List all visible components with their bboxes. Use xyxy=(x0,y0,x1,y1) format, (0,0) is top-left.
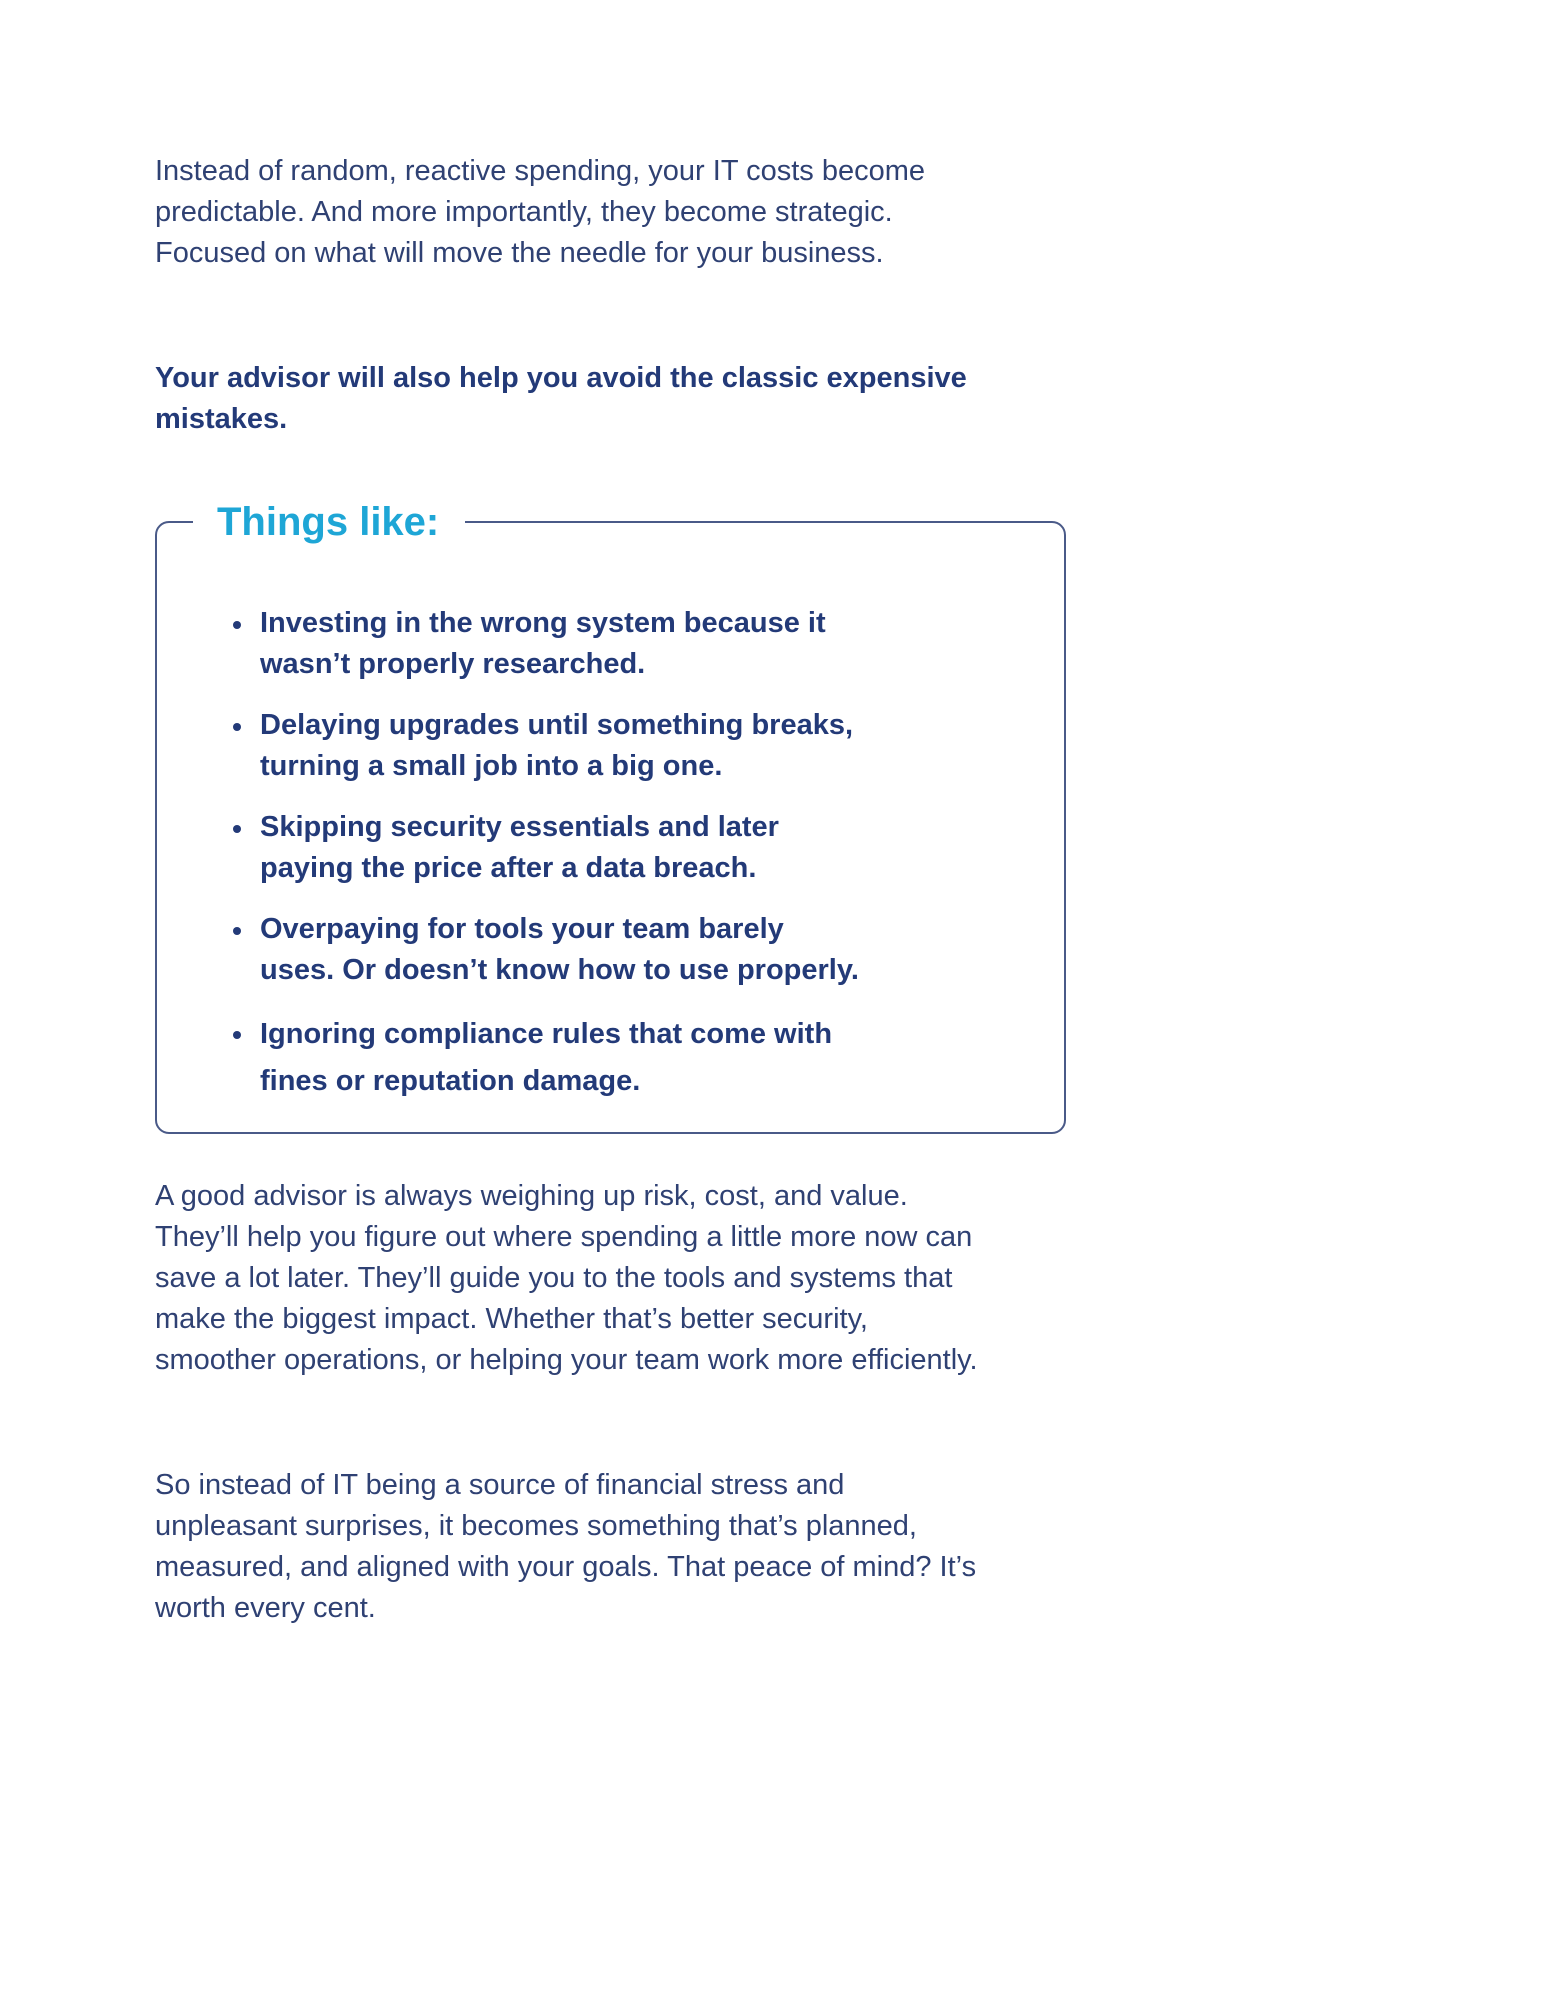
callout-title: Things like: xyxy=(193,497,465,547)
list-item-text: Overpaying for tools your team barely uses. Or doesn’t know how to use properly. xyxy=(260,913,859,986)
body-paragraph-2: So instead of IT being a source of financial stress and unpleasant surprises, it becomes something that’s planned, measured, and aligned with your goals. That peace of mind? It’s worth every cent. xyxy=(155,1469,977,1624)
bullet-icon xyxy=(233,1031,241,1039)
list-item-text: Skipping security essentials and later paying the price after a data breach. xyxy=(260,811,779,884)
body-paragraph-1: A good advisor is always weighing up risk, cost, and value. They’ll help you figure out where spending a little more now can save a lot later. They’ll guide you to the tools and systems that make the biggest impact. Whether that’s better security, smoother operations, or helping your team work more efficiently. xyxy=(155,1180,978,1376)
mistakes-list xyxy=(157,603,1064,1125)
list-item-text: Delaying upgrades until something breaks, turning a small job into a big one. xyxy=(260,709,854,782)
bullet-icon xyxy=(233,825,241,833)
list-item xyxy=(157,705,860,787)
bullet-icon xyxy=(233,723,241,731)
list-item-text: Ignoring compliance rules that come with fines or reputation damage. xyxy=(260,1018,833,1097)
bullet-icon xyxy=(233,621,241,629)
list-item xyxy=(157,909,860,991)
list-item xyxy=(157,807,860,889)
list-item xyxy=(157,603,860,685)
bullet-icon xyxy=(233,927,241,935)
intro-paragraph: Instead of random, reactive spending, your IT costs become predictable. And more importantly, they become strategic. Focused on what will move the needle for your business. xyxy=(155,155,925,269)
list-item-text: Investing in the wrong system because it wasn’t properly researched. xyxy=(260,607,826,680)
intro-highlight: Your advisor will also help you avoid the classic expensive mistakes. xyxy=(155,362,967,435)
list-item xyxy=(157,1011,860,1105)
examples-callout-box xyxy=(155,500,1066,1134)
